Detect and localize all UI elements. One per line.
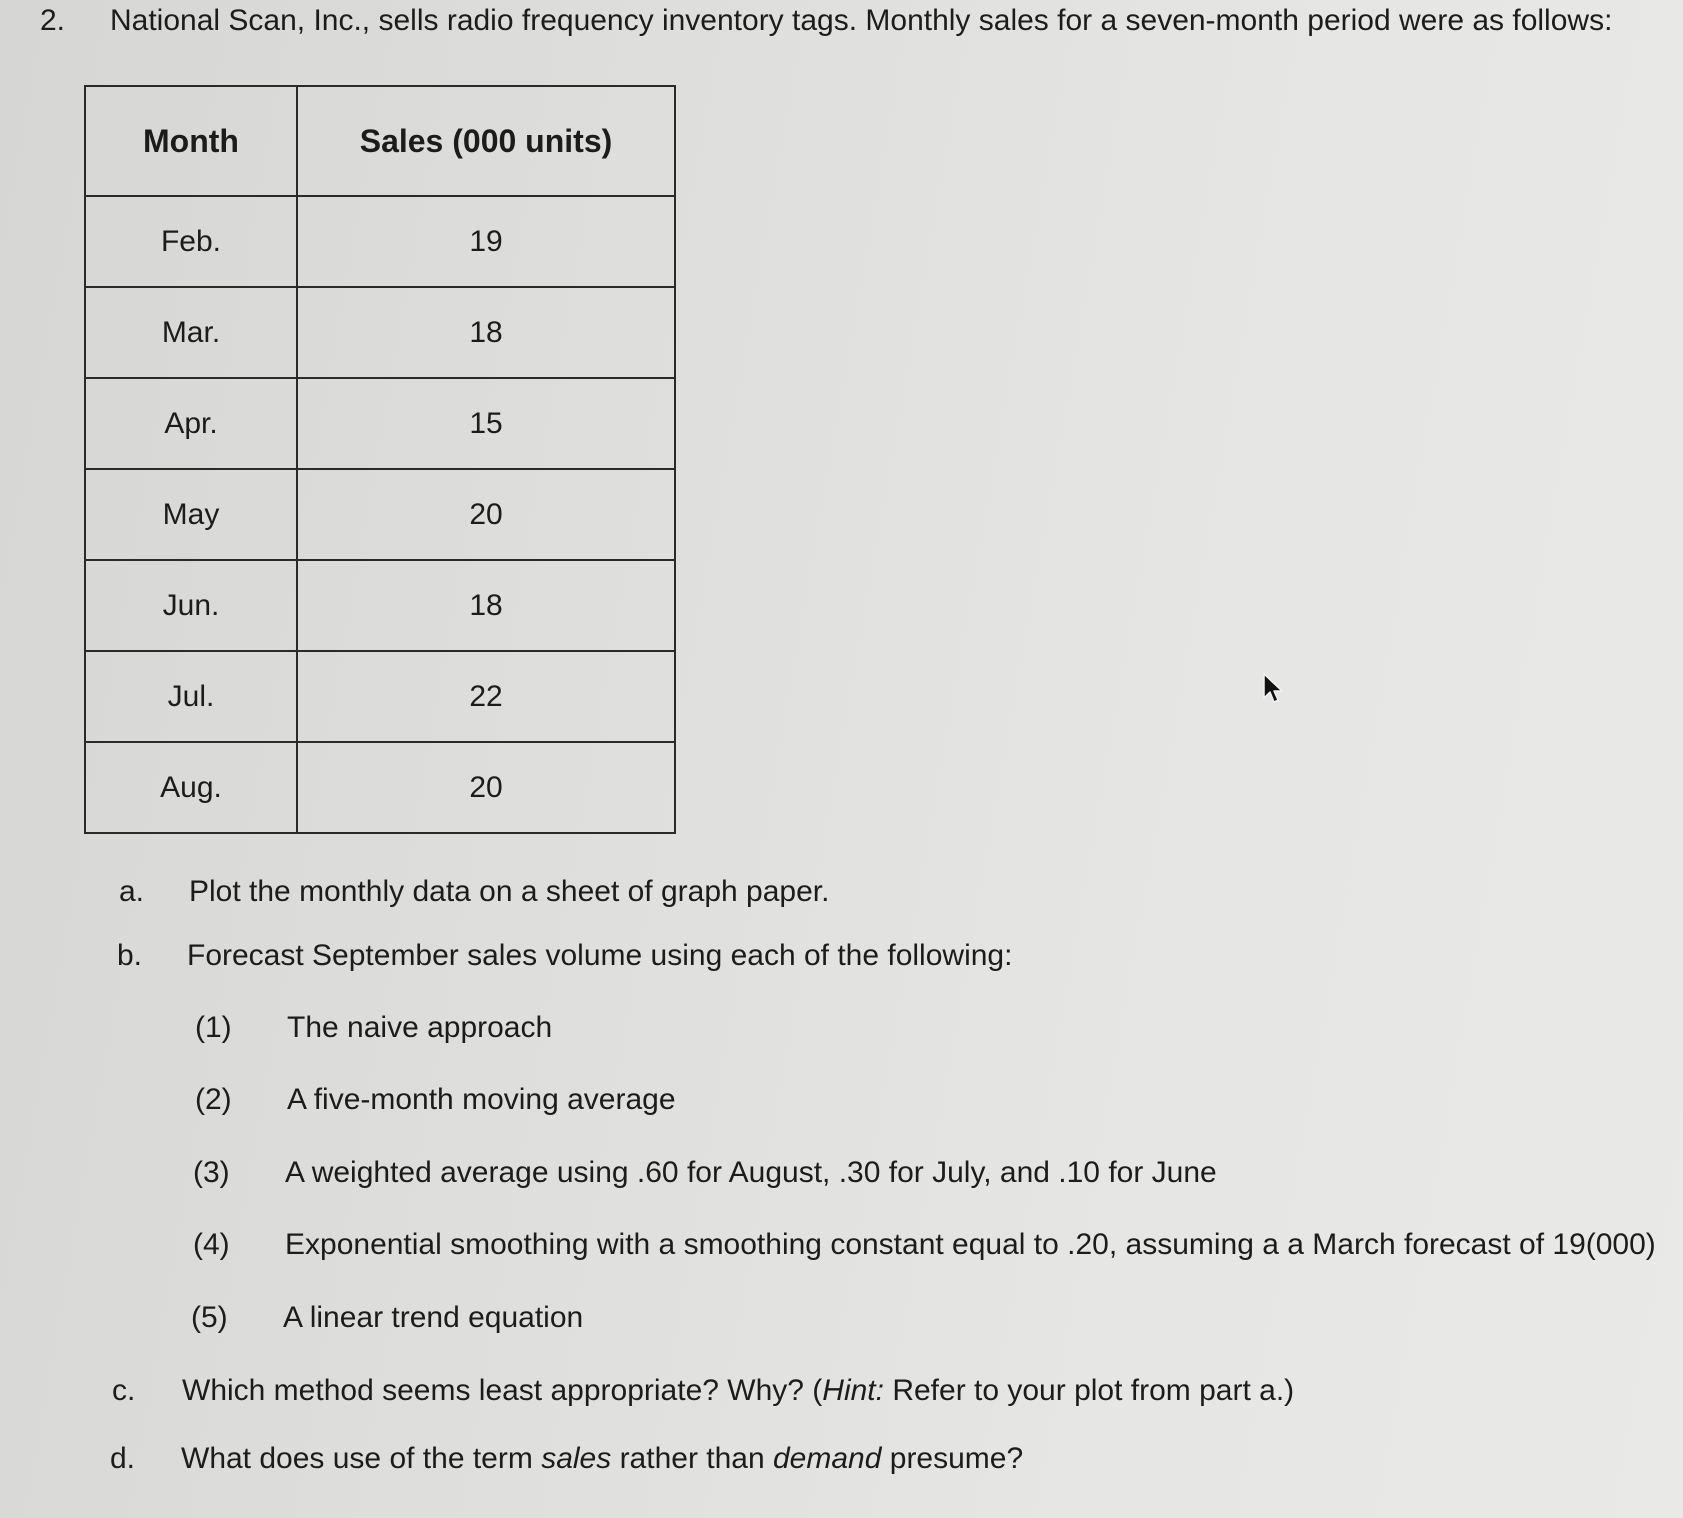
- part-a-text: Plot the monthly data on a sheet of graph paper.: [189, 875, 830, 908]
- sales-cell: 22: [297, 651, 675, 742]
- month-cell: May: [85, 469, 297, 560]
- month-cell: Feb.: [85, 196, 297, 287]
- part-b-item-3-label: (3): [193, 1156, 230, 1189]
- part-c-text: [182, 1374, 1294, 1408]
- part-c-text-before: Which method seems least appropriate? Why? (: [182, 1374, 823, 1407]
- part-d-em-demand: demand: [773, 1442, 882, 1475]
- table-row: [85, 196, 675, 287]
- question-number: 2.: [40, 4, 66, 37]
- part-d-em-sales: sales: [541, 1442, 612, 1475]
- part-b-label: b.: [117, 939, 143, 972]
- sales-table: [84, 85, 676, 834]
- part-b-item-4-label: (4): [193, 1228, 230, 1261]
- table-row: [85, 742, 675, 833]
- sales-cell: 15: [297, 378, 675, 469]
- part-b-item-2-text: A five-month moving average: [287, 1083, 676, 1116]
- part-d-text-1: What does use of the term: [181, 1442, 542, 1475]
- month-cell: Jul.: [85, 651, 297, 742]
- part-b-item-1-label: (1): [195, 1011, 232, 1044]
- part-d-label: d.: [110, 1442, 136, 1475]
- part-b-item-1-text: The naive approach: [287, 1011, 553, 1044]
- question-intro: National Scan, Inc., sells radio frequency inventory tags. Monthly sales for a seven-month period were as follows:: [110, 4, 1613, 37]
- mouse-pointer-icon: [1262, 672, 1286, 708]
- part-d-text-2: rather than: [611, 1442, 773, 1475]
- part-a-label: a.: [119, 875, 145, 908]
- sales-cell: 19: [297, 196, 675, 287]
- part-b-item-5-label: (5): [191, 1301, 228, 1334]
- month-cell: Aug.: [85, 742, 297, 833]
- part-c-hint: Hint:: [822, 1374, 884, 1407]
- table-row: [85, 378, 675, 469]
- column-header-sales: Sales (000 units): [297, 86, 675, 196]
- part-b-item-3-text: A weighted average using .60 for August, .30 for July, and .10 for June: [285, 1156, 1217, 1189]
- part-b-text: Forecast September sales volume using each of the following:: [187, 939, 1013, 972]
- sales-cell: 18: [297, 560, 675, 651]
- table-row: [85, 469, 675, 560]
- table-row: [85, 560, 675, 651]
- part-b-item-5-text: A linear trend equation: [283, 1301, 584, 1334]
- month-cell: Mar.: [85, 287, 297, 378]
- sales-cell: 18: [297, 287, 675, 378]
- part-b-item-4-text: Exponential smoothing with a smoothing constant equal to .20, assuming a a March forecast of 19(000): [285, 1228, 1656, 1261]
- table-row: [85, 651, 675, 742]
- table-header-row: [85, 86, 675, 196]
- part-c-text-after: Refer to your plot from part a.): [883, 1374, 1295, 1407]
- sales-cell: 20: [297, 469, 675, 560]
- month-cell: Apr.: [85, 378, 297, 469]
- part-d-text: [181, 1442, 1023, 1476]
- column-header-month: Month: [85, 86, 297, 196]
- part-b-item-2-label: (2): [195, 1083, 232, 1116]
- part-c-label: c.: [112, 1374, 136, 1407]
- sales-cell: 20: [297, 742, 675, 833]
- part-d-text-3: presume?: [881, 1442, 1024, 1475]
- table-row: [85, 287, 675, 378]
- month-cell: Jun.: [85, 560, 297, 651]
